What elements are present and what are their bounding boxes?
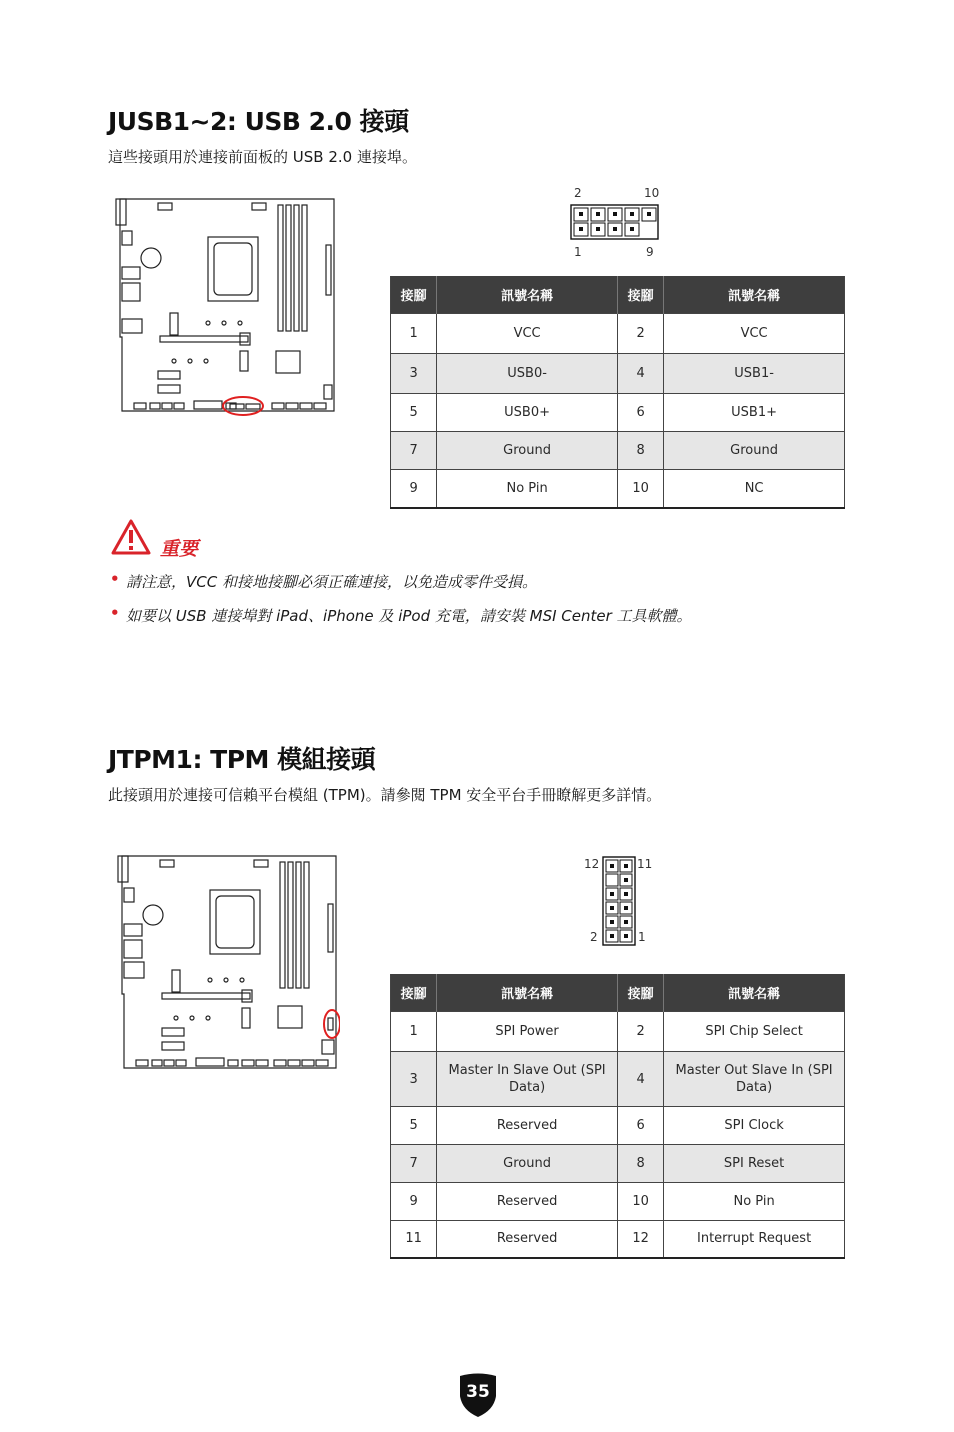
bullet-icon: • <box>110 604 120 622</box>
table-row <box>391 1145 845 1183</box>
pin-cell: 10 <box>617 1183 663 1221</box>
pin-cell: 2 <box>617 314 663 354</box>
table-row <box>391 394 845 432</box>
usb-header-highlight <box>223 397 263 415</box>
pin-cell: 5 <box>391 1107 437 1145</box>
table-row <box>391 470 845 508</box>
jusb-description: 這些接頭用於連接前面板的 USB 2.0 連接埠。 <box>108 148 417 166</box>
table-row <box>391 1183 845 1221</box>
jtpm-title: JTPM1: TPM 模組接頭 <box>108 745 376 774</box>
header-signal: 訊號名稱 <box>437 974 618 1012</box>
header-pin: 接腳 <box>617 974 663 1012</box>
signal-cell: NC <box>664 470 845 508</box>
table-row <box>391 1052 845 1107</box>
pin-cell: 3 <box>391 1052 437 1107</box>
signal-cell: Reserved <box>437 1107 618 1145</box>
table-header-row <box>391 974 845 1012</box>
jusb-pin-label-9: 9 <box>646 245 654 259</box>
pin-cell: 4 <box>617 1052 663 1107</box>
signal-cell: Master Out Slave In (SPI Data) <box>664 1052 845 1107</box>
pin-cell: 6 <box>617 394 663 432</box>
important-label: 重要 <box>160 538 199 560</box>
jusb-pin-label-2: 2 <box>574 186 582 200</box>
signal-cell: VCC <box>437 314 618 354</box>
jtpm-pin-label-11: 11 <box>637 857 653 871</box>
signal-cell: Interrupt Request <box>664 1221 845 1258</box>
pin-cell: 8 <box>617 432 663 470</box>
signal-cell: Ground <box>437 1145 618 1183</box>
signal-cell: USB1- <box>664 354 845 394</box>
pin-cell: 9 <box>391 470 437 508</box>
header-pin: 接腳 <box>391 276 437 314</box>
bullet-icon: • <box>110 570 120 588</box>
pin-cell: 2 <box>617 1012 663 1052</box>
table-row <box>391 1107 845 1145</box>
jtpm-pin-table <box>390 974 845 1259</box>
pin-cell: 8 <box>617 1145 663 1183</box>
jtpm-pin-label-2: 2 <box>590 930 598 944</box>
signal-cell: VCC <box>664 314 845 354</box>
jusb-pin-label-10: 10 <box>644 186 660 200</box>
header-pin: 接腳 <box>617 276 663 314</box>
pin-cell: 7 <box>391 432 437 470</box>
header-pin: 接腳 <box>391 974 437 1012</box>
jusb-pin-label-1: 1 <box>574 245 582 259</box>
jtpm-pin-label-12: 12 <box>584 857 600 871</box>
tpm-connector-diagram <box>602 856 636 946</box>
header-signal: 訊號名稱 <box>437 276 618 314</box>
pin-cell: 10 <box>617 470 663 508</box>
pin-cell: 6 <box>617 1107 663 1145</box>
motherboard-diagram-tpm <box>114 852 340 1074</box>
motherboard-diagram-usb <box>112 195 338 417</box>
table-row <box>391 432 845 470</box>
warning-icon <box>110 518 152 556</box>
table-row <box>391 1221 845 1258</box>
pin-cell: 3 <box>391 354 437 394</box>
signal-cell: Reserved <box>437 1183 618 1221</box>
pin-cell: 12 <box>617 1221 663 1258</box>
table-row <box>391 1012 845 1052</box>
table-header-row <box>391 276 845 314</box>
signal-cell: No Pin <box>664 1183 845 1221</box>
table-row <box>391 314 845 354</box>
signal-cell: Master In Slave Out (SPI Data) <box>437 1052 618 1107</box>
tpm-header-highlight <box>324 1010 340 1038</box>
pin-cell: 11 <box>391 1221 437 1258</box>
pin-cell: 9 <box>391 1183 437 1221</box>
pin-cell: 1 <box>391 314 437 354</box>
important-note-2: 如要以 USB 連接埠對 iPad、iPhone 及 iPod 充電，請安裝 MSI Center 工具軟體。 <box>126 607 692 625</box>
pin-cell: 7 <box>391 1145 437 1183</box>
jtpm-description: 此接頭用於連接可信賴平台模組 (TPM)。請參閱 TPM 安全平台手冊瞭解更多詳情。 <box>108 786 662 804</box>
signal-cell: Ground <box>437 432 618 470</box>
table-row <box>391 354 845 394</box>
signal-cell: SPI Clock <box>664 1107 845 1145</box>
signal-cell: SPI Power <box>437 1012 618 1052</box>
header-signal: 訊號名稱 <box>664 276 845 314</box>
signal-cell: USB0- <box>437 354 618 394</box>
usb-connector-diagram <box>570 204 660 240</box>
signal-cell: Ground <box>664 432 845 470</box>
signal-cell: SPI Chip Select <box>664 1012 845 1052</box>
pin-cell: 1 <box>391 1012 437 1052</box>
important-note-1: 請注意，VCC 和接地接腳必須正確連接，以免造成零件受損。 <box>126 573 537 591</box>
page-number: 35 <box>466 1382 490 1402</box>
signal-cell: No Pin <box>437 470 618 508</box>
jusb-title: JUSB1~2: USB 2.0 接頭 <box>108 107 409 136</box>
pin-cell: 5 <box>391 394 437 432</box>
signal-cell: USB1+ <box>664 394 845 432</box>
signal-cell: USB0+ <box>437 394 618 432</box>
signal-cell: Reserved <box>437 1221 618 1258</box>
jtpm-pin-label-1: 1 <box>638 930 646 944</box>
signal-cell: SPI Reset <box>664 1145 845 1183</box>
pin-cell: 4 <box>617 354 663 394</box>
jusb-pin-table <box>390 276 845 509</box>
header-signal: 訊號名稱 <box>664 974 845 1012</box>
